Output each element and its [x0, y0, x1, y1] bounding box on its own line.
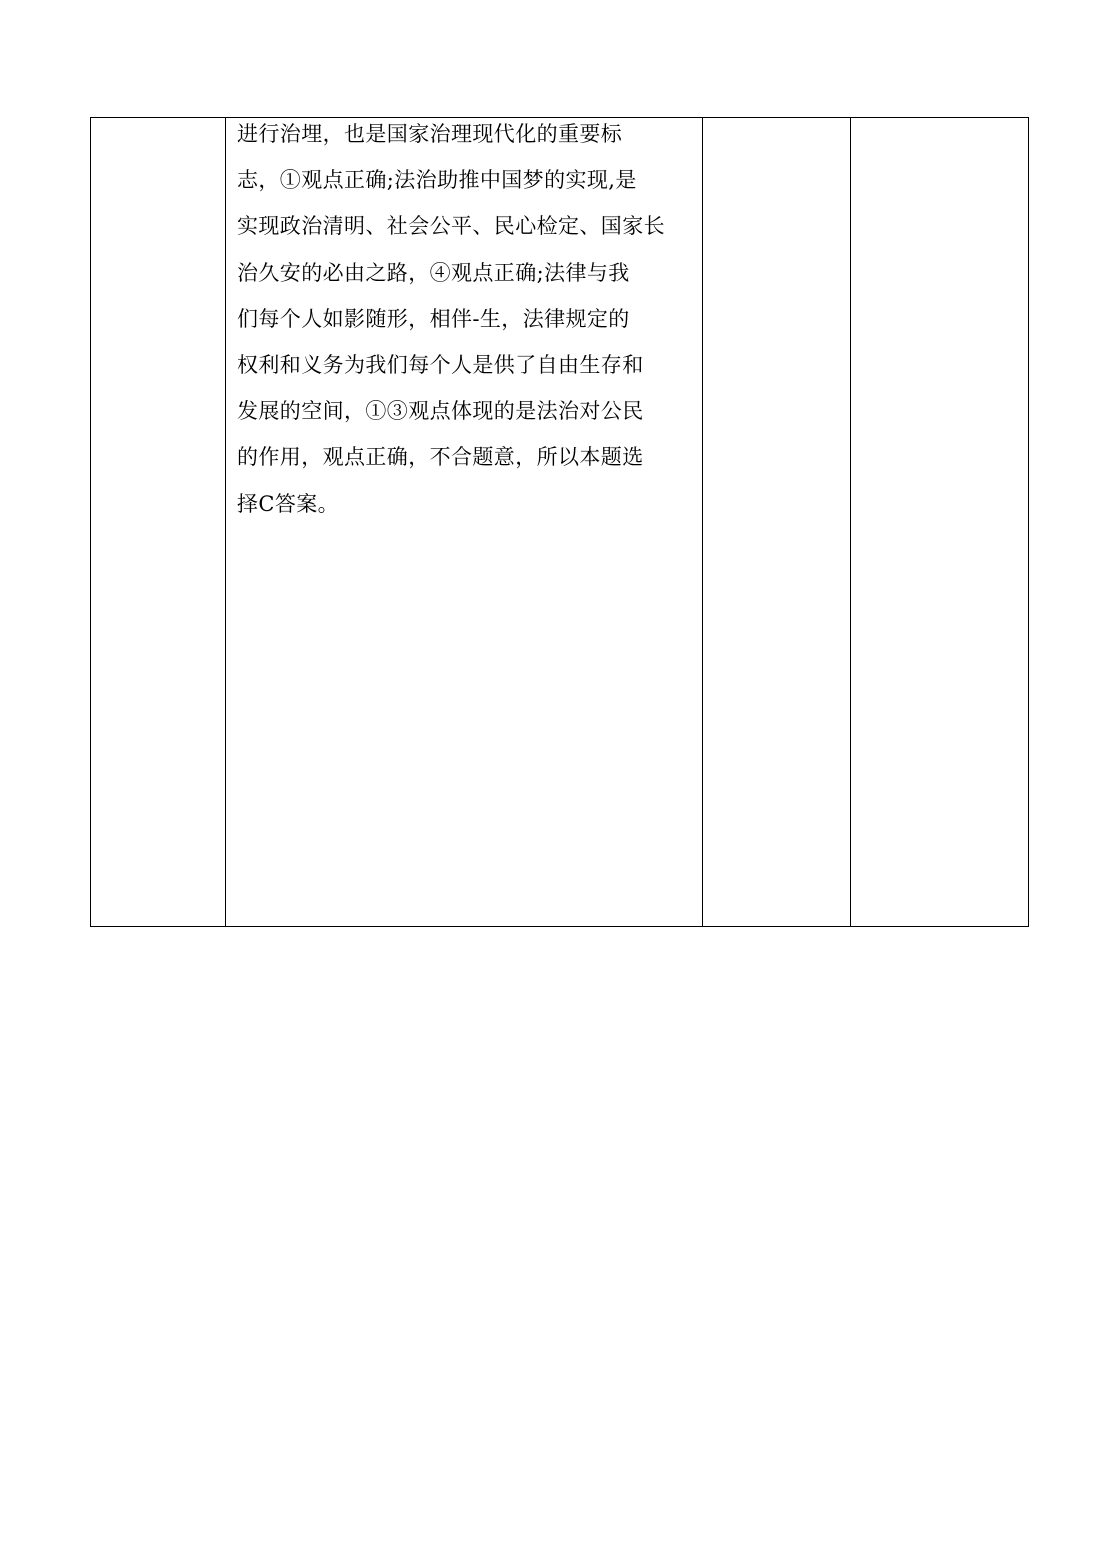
- text-line: 发展的空间，①③观点体现的是法治对公民: [237, 399, 644, 424]
- text-line: 治久安的必由之路，④观点正确;法律与我: [237, 260, 630, 285]
- text-line: 实现政治清明、社会公平、民心检定、国家长: [237, 214, 665, 239]
- text-line: 志，①观点正确;法治助推中国梦的实现,是: [237, 168, 637, 193]
- text-line: 权利和义务为我们每个人是供了自由生存和: [237, 352, 644, 377]
- table-cell-analysis: [226, 118, 703, 927]
- analysis-text: [226, 118, 702, 534]
- text-line: 的作用，观点正确，不合题意，所以本题选: [237, 445, 644, 470]
- table-cell-col1: [91, 118, 226, 927]
- table-cell-col3: [703, 118, 851, 927]
- answer-table: [90, 117, 1029, 927]
- table-row: [91, 118, 1029, 927]
- text-line: 进行治埋，也是国家治理现代化的重要标: [237, 122, 623, 146]
- table-cell-col4: [851, 118, 1029, 927]
- text-line: 们每个人如影随形，相伴-生，法律规定的: [237, 306, 630, 331]
- text-line: 择C答案。: [237, 491, 340, 516]
